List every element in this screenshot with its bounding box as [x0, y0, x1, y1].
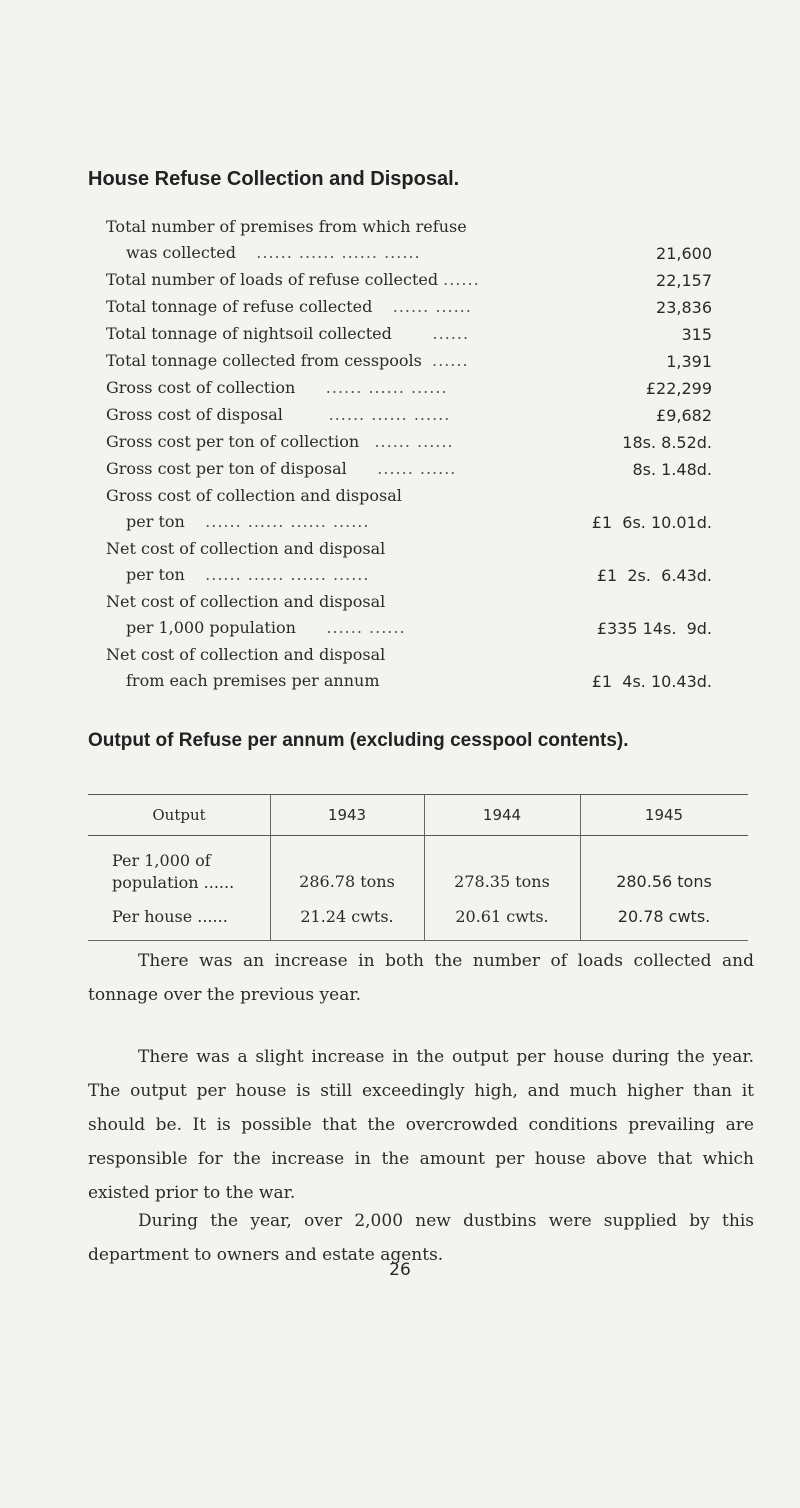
stat-label: Gross cost per ton of collection — [106, 432, 360, 451]
stat-label-cont: was collected — [126, 243, 236, 262]
page-number: 26 — [389, 1260, 411, 1280]
stat-label: Total tonnage of refuse collected — [106, 297, 373, 316]
output-table — [88, 794, 748, 941]
column-header: Output — [152, 806, 206, 824]
stat-label-cont: per 1,000 population — [126, 618, 296, 637]
table-cell: 20.61 cwts. — [455, 907, 549, 926]
column-header: 1943 — [327, 806, 367, 824]
paragraph: There was a slight increase in the output per house during the year. The output per house is still exceedingly high, and much higher than it should be. It is possible that the overcrowded conditions prevailing are responsible for the increase in the amount per house above that which existed prior to the war. — [88, 1047, 754, 1203]
leader-dots: ...... ...... ...... ...... — [256, 243, 421, 262]
leader-dots: ...... — [432, 351, 469, 370]
column-divider — [270, 795, 271, 835]
leader-dots: ...... ...... ...... — [328, 405, 451, 424]
stat-label: Gross cost of collection — [106, 378, 296, 397]
stat-label-cont: per ton — [126, 512, 185, 531]
stat-row — [106, 375, 712, 402]
leader-dots: ...... ...... ...... ...... — [205, 565, 370, 584]
table-cell: 286.78 tons — [299, 872, 395, 891]
stat-row — [106, 429, 712, 456]
stat-row — [106, 536, 712, 589]
column-header: 1945 — [644, 806, 684, 824]
stat-value: 8s. 1.48d. — [632, 460, 712, 479]
stat-row — [106, 589, 712, 642]
stat-row — [106, 214, 712, 267]
table-header — [88, 794, 748, 836]
stat-value: 315 — [681, 325, 712, 344]
stat-value: £9,682 — [656, 406, 712, 425]
stat-value: £1 6s. 10.01d. — [591, 513, 712, 532]
column-header: 1944 — [482, 806, 522, 824]
stat-label: Gross cost per ton of disposal — [106, 459, 347, 478]
page-title: House Refuse Collection and Disposal. — [88, 168, 460, 190]
leader-dots: ...... — [432, 324, 470, 343]
stat-label: Total tonnage collected from cesspools — [106, 351, 422, 370]
stat-label-cont: per ton — [126, 565, 185, 584]
stat-value: £1 2s. 6.43d. — [596, 566, 712, 585]
leader-dots: ...... ...... — [392, 297, 472, 316]
stat-value: £22,299 — [645, 379, 712, 398]
stat-label: Net cost of collection and disposal — [106, 592, 386, 611]
column-divider — [580, 795, 581, 835]
stat-value: 23,836 — [656, 298, 712, 317]
row-label: Per house ...... — [112, 907, 228, 926]
stat-label: Net cost of collection and disposal — [106, 645, 386, 664]
stat-label-cont: from each premises per annum — [126, 671, 380, 690]
leader-dots: ...... ...... — [377, 459, 457, 478]
stat-row — [106, 402, 712, 429]
stat-row — [106, 321, 712, 348]
stat-row — [106, 294, 712, 321]
stat-value: 22,157 — [656, 271, 712, 290]
leader-dots: ...... ...... — [326, 618, 406, 637]
paragraph: There was an increase in both the number of loads collected and tonnage over the previous year. — [88, 951, 754, 1005]
leader-dots: ...... ...... ...... ...... — [205, 512, 370, 531]
stat-label: Gross cost of collection and disposal — [106, 486, 402, 505]
stat-row — [106, 348, 712, 375]
stat-value: 18s. 8.52d. — [622, 433, 712, 452]
table-cell: 280.56 tons — [616, 872, 712, 891]
stat-label: Gross cost of disposal — [106, 405, 283, 424]
leader-dots: ...... ...... — [374, 432, 454, 451]
column-divider — [424, 795, 425, 835]
table-body — [88, 836, 748, 941]
leader-dots: ...... ...... ...... — [325, 378, 448, 397]
section-heading: Output of Refuse per annum (excluding cesspool contents). — [88, 730, 629, 751]
stat-row — [106, 483, 712, 536]
stat-row — [106, 456, 712, 483]
table-cell: 21.24 cwts. — [300, 907, 394, 926]
paragraph: During the year, over 2,000 new dustbins were supplied by this department to owners and estate agents. — [88, 1211, 754, 1265]
stat-label: Total number of premises from which refuse — [106, 217, 467, 236]
table-cell: 278.35 tons — [454, 872, 550, 891]
stat-value: £335 14s. 9d. — [596, 619, 712, 638]
stat-row — [106, 642, 712, 695]
row-label: Per 1,000 of — [112, 851, 211, 870]
stat-label: Total tonnage of nightsoil collected — [106, 324, 392, 343]
stat-value: 1,391 — [666, 352, 712, 371]
leader-dots: ...... — [443, 270, 480, 289]
statistics-list — [106, 214, 712, 695]
stat-label: Total number of loads of refuse collected — [106, 270, 439, 289]
stat-value: £1 4s. 10.43d. — [591, 672, 712, 691]
stat-label: Net cost of collection and disposal — [106, 539, 386, 558]
stat-row — [106, 267, 712, 294]
table-cell: 20.78 cwts. — [617, 907, 711, 926]
row-label-cont: population ...... — [112, 873, 235, 892]
stat-value: 21,600 — [656, 244, 712, 263]
